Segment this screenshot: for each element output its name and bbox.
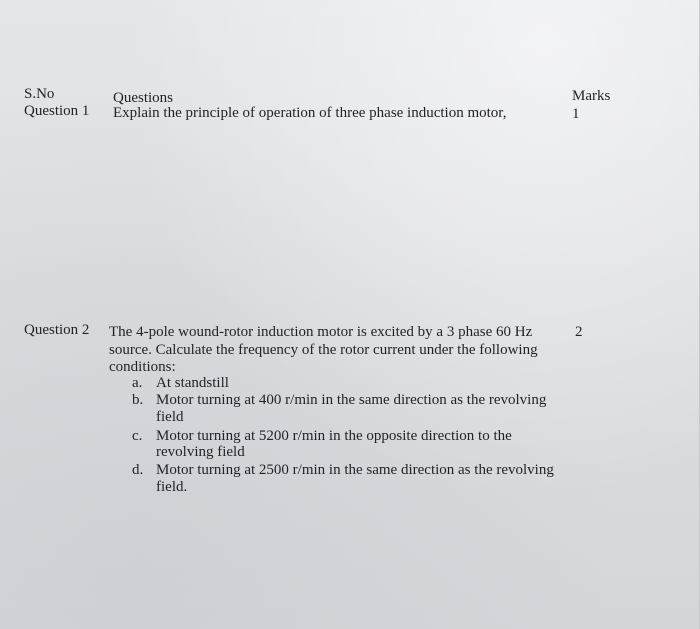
option-d-text: field. xyxy=(156,479,188,495)
option-d-text: Motor turning at 2500 r/min in the same direction as the revolving xyxy=(156,462,554,478)
question-1-label: Question 1 xyxy=(24,103,90,119)
option-c-letter: c. xyxy=(132,428,143,444)
option-d-letter: d. xyxy=(132,462,144,478)
question-1-marks: 1 xyxy=(572,106,580,122)
question-2-marks: 2 xyxy=(575,324,583,340)
option-a-letter: a. xyxy=(132,375,143,391)
question-1-text: Explain the principle of operation of three phase induction motor, xyxy=(113,105,507,121)
option-b-letter: b. xyxy=(132,392,144,408)
question-2-text-line: source. Calculate the frequency of the rotor current under the following xyxy=(109,342,538,358)
option-c-text: Motor turning at 5200 r/min in the opposite direction to the xyxy=(156,428,512,444)
questions-column-header: Questions xyxy=(113,90,173,106)
sno-column-header: S.No xyxy=(24,86,55,102)
option-c-text: revolving field xyxy=(156,444,245,460)
option-b-text: Motor turning at 400 r/min in the same direction as the revolving xyxy=(156,392,547,408)
question-2-text-line: conditions: xyxy=(109,359,176,375)
marks-column-header: Marks xyxy=(572,88,611,104)
question-2-text-line: The 4-pole wound-rotor induction motor is excited by a 3 phase 60 Hz xyxy=(109,324,533,340)
option-a-text: At standstill xyxy=(156,375,229,391)
option-b-text: field xyxy=(156,409,184,425)
question-2-label: Question 2 xyxy=(24,322,90,338)
